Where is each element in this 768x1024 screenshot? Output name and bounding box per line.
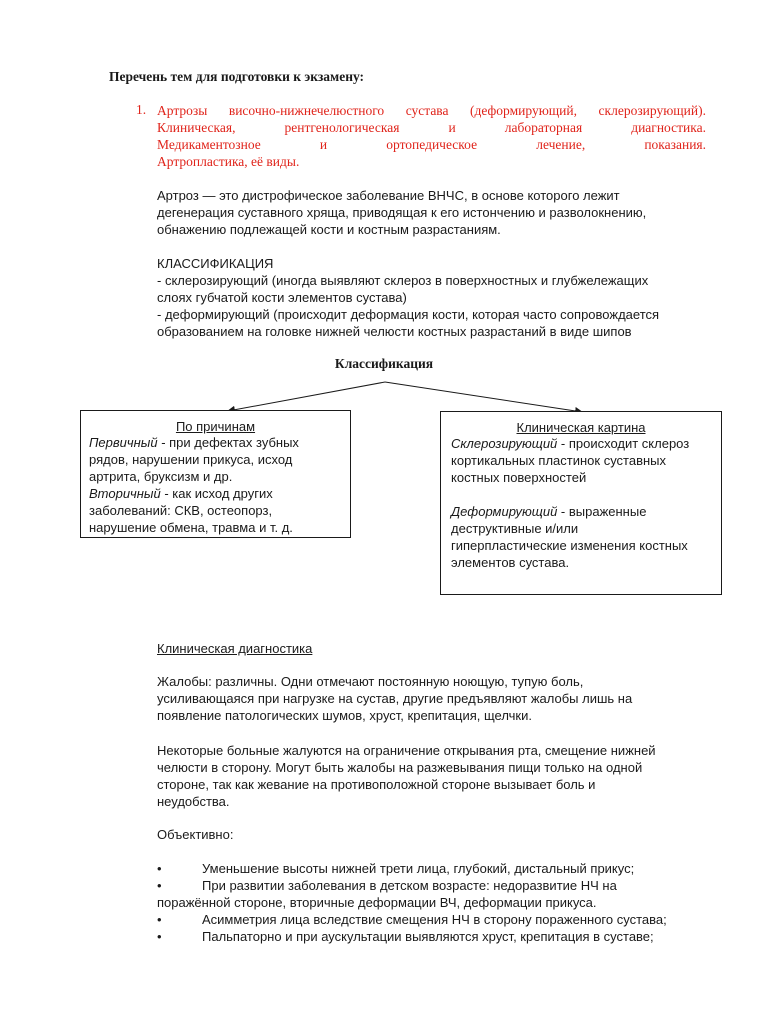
text-line: усиливающаяся при нагрузке на сустав, другие предъявляют жалобы лишь на: [157, 691, 633, 706]
text-line: Асимметрия лица вследствие смещения НЧ в сторону пораженного сустава;: [202, 912, 667, 927]
term-sclerosing: Склерозирующий: [451, 436, 558, 451]
text-line: поражённой стороне, вторичные деформации ВЧ, деформации прикуса.: [157, 895, 597, 910]
text-line: заболеваний: СКВ, остеопорз,: [89, 503, 273, 518]
text-line: Уменьшение высоты нижней трети лица, глубокий, дистальный прикус;: [202, 861, 635, 876]
bullet-icon: •: [157, 912, 162, 927]
other-complaints-paragraph: [157, 742, 717, 810]
box-title: По причинам: [175, 419, 256, 434]
text-line: неудобства.: [157, 794, 230, 809]
text-line: артрита, бруксизм и др.: [89, 469, 233, 484]
text-line: - происходит склероз: [557, 436, 690, 451]
text-line: стороне, так как жевание на противоположной стороне вызывает боль и: [157, 777, 596, 792]
topic-line: Медикаментозное и ортопедическое лечение, показания.: [157, 137, 706, 152]
term-secondary: Вторичный: [89, 486, 161, 501]
text-line: появление патологических шумов, хруст, крепитация, щелчки.: [157, 708, 532, 723]
text-line: нарушение обмена, травма и т. д.: [89, 520, 293, 535]
text-line: - склерозирующий (иногда выявляют склероз в поверхностных и глубжележащих: [157, 273, 649, 288]
text-line: - выраженные: [557, 504, 647, 519]
text-line: элементов сустава.: [451, 555, 570, 570]
arrow-right: [385, 382, 582, 412]
topic-line: Клиническая, рентгенологическая и лабораторная диагностика.: [157, 120, 706, 135]
text-line: образованием на головке нижней челюсти костных разрастаний в виде шипов: [157, 324, 632, 339]
arrow-left: [228, 382, 385, 411]
bullet-icon: •: [157, 861, 162, 876]
bullet-icon: •: [157, 878, 162, 893]
text-line: костных поверхностей: [451, 470, 587, 485]
complaints-paragraph: [157, 673, 717, 724]
text-line: - при дефектах зубных: [157, 435, 299, 450]
objective-title: Объективно:: [157, 827, 234, 842]
text-line: челюсти в сторону. Могут быть жалобы на разжевывания пищи только на одной: [157, 760, 643, 775]
text-line: Пальпаторно и при аускультации выявляются хруст, крепитация в суставе;: [202, 929, 654, 944]
clinical-title: Клиническая диагностика: [157, 641, 313, 656]
text-line: гиперпластические изменения костных: [451, 538, 688, 553]
text-line: - как исход других: [160, 486, 273, 501]
text-line: дегенерация суставного хряща, приводящая к его истончению и разволокнению,: [157, 205, 647, 220]
text-line: - деформирующий (происходит деформация кости, которая часто сопровождается: [157, 307, 660, 322]
text-line: деструктивные и/или: [451, 521, 579, 536]
term-deforming: Деформирующий: [451, 504, 558, 519]
bullet-icon: •: [157, 929, 162, 944]
text-line: рядов, нарушении прикуса, исход: [89, 452, 293, 467]
page-heading: Перечень тем для подготовки к экзамену:: [109, 69, 365, 84]
text-line: Жалобы: различны. Одни отмечают постоянную ноющую, тупую боль,: [157, 674, 584, 689]
box-by-causes: [80, 410, 351, 538]
text-line: Некоторые больные жалуются на ограничение открывания рта, смещение нижней: [157, 743, 656, 758]
topic-number: 1.: [136, 102, 147, 117]
box-body: [89, 434, 350, 536]
topic-line: Артропластика, её виды.: [157, 154, 300, 169]
term-primary: Первичный: [89, 435, 158, 450]
text-line: Артроз — это дистрофическое заболевание ВНЧС, в основе которого лежит: [157, 188, 620, 203]
text-line: слоях губчатой кости элементов сустава): [157, 290, 407, 305]
diagram-title: Классификация: [334, 356, 434, 371]
text-line: При развитии заболевания в детском возрасте: недоразвитие НЧ на: [202, 878, 617, 893]
box-clinical-picture: [440, 411, 722, 595]
topic-line: Артрозы височно-нижнечелюстного сустава (деформирующий, склерозирующий).: [157, 103, 706, 118]
text-line: обнажению подлежащей кости и костным разрастаниям.: [157, 222, 501, 237]
box-body: [451, 435, 721, 571]
box-title: Клиническая картина: [516, 420, 646, 435]
text-line: кортикальных пластинок суставных: [451, 453, 667, 468]
classification-title: КЛАССИФИКАЦИЯ: [157, 256, 274, 271]
